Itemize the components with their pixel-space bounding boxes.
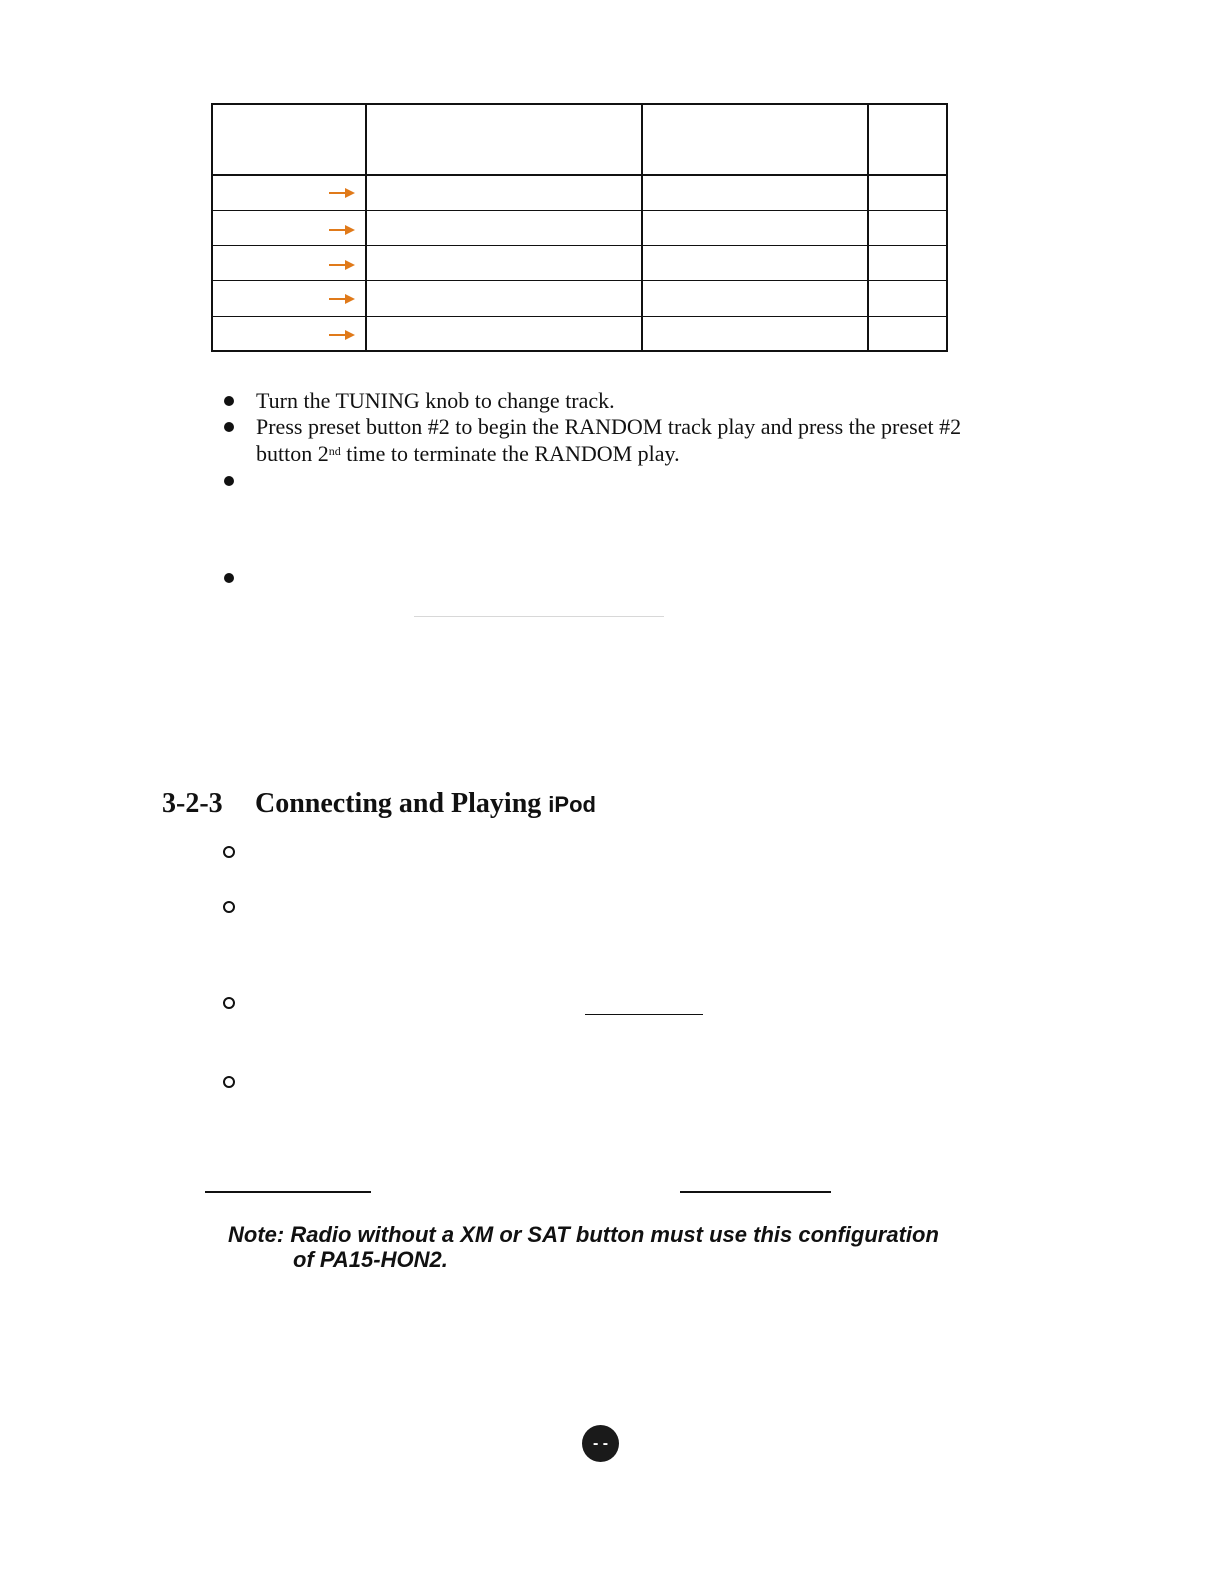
table-row-divider — [213, 210, 946, 211]
command-table — [211, 103, 948, 352]
ipod-logo-text: iPod — [548, 792, 596, 817]
ring-bullet — [223, 846, 235, 858]
bullet-text-continuation — [256, 441, 680, 467]
section-heading — [162, 788, 596, 820]
orange-arrow-icon — [329, 224, 355, 236]
bullet-dot — [224, 573, 234, 583]
section-number: 3-2-3 — [162, 788, 223, 819]
ring-bullet — [223, 901, 235, 913]
table-row-divider — [213, 245, 946, 246]
note-line: Note: Radio without a XM or SAT button must use this configuration — [228, 1222, 939, 1247]
table-column-divider — [867, 105, 869, 350]
faint-divider — [414, 616, 664, 617]
table-row-divider — [213, 316, 946, 317]
underline-rule — [585, 1014, 703, 1015]
note-line: of PA15-HON2. — [293, 1247, 448, 1272]
orange-arrow-icon — [329, 259, 355, 271]
orange-arrow-icon — [329, 293, 355, 305]
orange-arrow-icon — [329, 187, 355, 199]
table-column-divider — [365, 105, 367, 350]
bullet-text: Turn the TUNING knob to change track. — [256, 388, 615, 413]
ring-bullet — [223, 1076, 235, 1088]
page-number-badge: - - — [582, 1425, 619, 1462]
ring-bullet — [223, 997, 235, 1009]
table-row-divider — [213, 280, 946, 281]
bullet-text: Press preset button #2 to begin the RANDOM track play and press the preset #2 — [256, 414, 962, 439]
bullet-text-part: time to terminate the RANDOM play. — [340, 441, 680, 466]
table-column-divider — [641, 105, 643, 350]
bullet-text-part: button 2 — [256, 441, 329, 466]
bullet-dot — [224, 396, 234, 406]
note — [228, 1222, 939, 1272]
underline-rule — [680, 1191, 831, 1193]
table-header-divider — [213, 174, 946, 176]
orange-arrow-icon — [329, 329, 355, 341]
bullet-dot — [224, 422, 234, 432]
section-title: Connecting and Playing — [255, 788, 549, 819]
bullet-dot — [224, 476, 234, 486]
ordinal-suffix: nd — [328, 444, 341, 458]
underline-rule — [205, 1191, 371, 1193]
